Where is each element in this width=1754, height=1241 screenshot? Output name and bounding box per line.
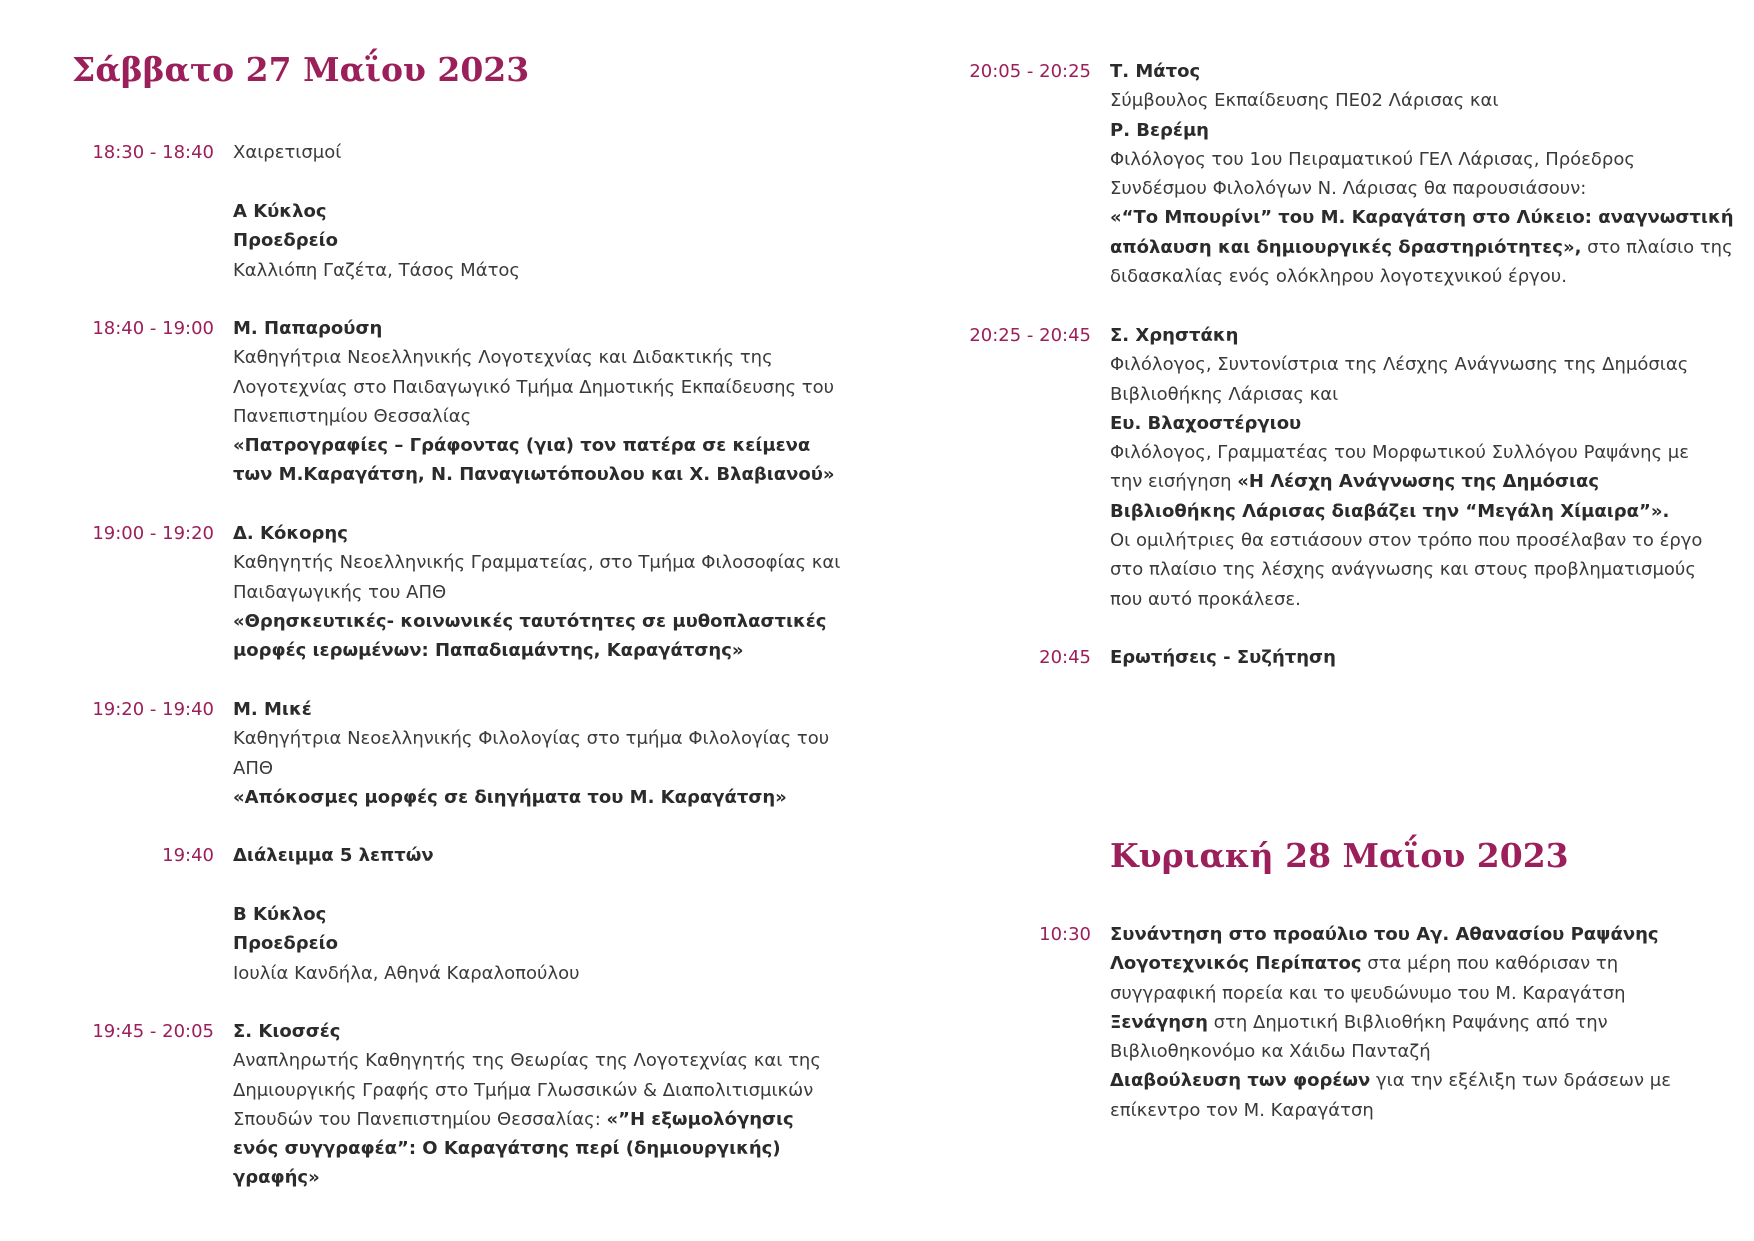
speaker-name: Σ. Κιοσσές (233, 1021, 341, 1042)
consult-line (1110, 1066, 1671, 1095)
speaker-role: Φιλόλογος, Συντονίστρια της Λέσχης Ανάγνωσης της Δημόσιας (1110, 354, 1689, 376)
talk-context: διδασκαλίας ενός ολόκληρου λογοτεχνικού έργου. (1110, 266, 1567, 288)
speaker-name: Ρ. Βερέμη (1110, 119, 1209, 141)
session-paparousi (92, 314, 835, 490)
talk-title-line (1110, 233, 1734, 262)
talk-title: Βιβλιοθήκης Λάρισας διαβάζει την “Μεγάλη Χίμαιρα”». (1110, 500, 1670, 522)
walk-text: στα μέρη που καθόρισαν τη (1361, 953, 1619, 975)
speaker-role: την εισήγηση (1110, 471, 1238, 493)
speaker-role: Λογοτεχνίας στο Παιδαγωγικό Τμήμα Δημοτικής Εκπαίδευσης του (233, 376, 835, 398)
greeting-text: Χαιρετισμοί (233, 142, 342, 163)
speaker-role: ΑΠΘ (233, 757, 274, 779)
discussion-time: 20:45 (1039, 647, 1091, 668)
speaker-role: Αναπληρωτής Καθηγητής της Θεωρίας της Λογοτεχνίας και της (233, 1050, 821, 1072)
talk-title: των Μ.Καραγάτση, Ν. Παναγιωτόπουλου και Χ. Βλαβιανού» (233, 464, 835, 486)
talk-description: στο πλαίσιο της λέσχης ανάγνωσης και στους προβληματισμούς (1110, 559, 1696, 581)
talk-title: «Η Λέσχη Ανάγνωσης της Δημόσιας (1237, 471, 1600, 493)
speaker-name: Δ. Κόκορης (233, 523, 348, 544)
talk-context: στο πλαίσιο της (1581, 236, 1733, 258)
session-time: 20:25 - 20:45 (969, 325, 1091, 346)
session-christaki (969, 321, 1703, 614)
talk-description: Οι ομιλήτριες θα εστιάσουν στον τρόπο που προσέλαβαν το έργο (1110, 530, 1703, 552)
speaker-role: Συνδέσμου Φιλολόγων Ν. Λάρισας θα παρουσιάσουν: (1110, 178, 1587, 200)
talk-title: «Πατρογραφίες – Γράφοντας (για) τον πατέρα σε κείμενα (233, 435, 811, 457)
consult-text: για την εξέλιξη των δράσεων με (1370, 1070, 1671, 1092)
saturday-title: Σάββατο 27 Μαΐου 2023 (72, 50, 530, 89)
speaker-role: Φιλόλογος του 1ου Πειραματικού ΓΕΛ Λάρισας, Πρόεδρος (1110, 148, 1635, 170)
session-mike (92, 695, 830, 812)
tour-text: στη Δημοτική Βιβλιοθήκη Ραψάνης από την (1207, 1011, 1608, 1033)
tour-text: Βιβλιοθηκονόμο κα Χάιδω Πανταζή (1110, 1041, 1431, 1063)
speaker-role-with-talk (1110, 467, 1702, 496)
sunday-title: Κυριακή 28 Μαΐου 2023 (1110, 836, 1569, 875)
break-item (162, 841, 434, 870)
speaker-role: Φιλόλογος, Γραμματέας του Μορφωτικού Συλλόγου Ραψάνης με (1110, 442, 1689, 464)
greeting-item (92, 138, 342, 167)
break-time: 19:40 (162, 845, 214, 866)
speaker-name: Τ. Μάτος (1110, 61, 1201, 82)
circle-a-presidium-label: Προεδρείο (233, 230, 338, 252)
circle-a-presidium-names: Καλλιόπη Γαζέτα, Τάσος Μάτος (233, 259, 520, 281)
speaker-name: Ευ. Βλαχοστέργιου (1110, 412, 1302, 434)
consult-title: Διαβούλευση των φορέων (1110, 1070, 1371, 1092)
speaker-role: Πανεπιστημίου Θεσσαλίας (233, 405, 472, 427)
talk-title: απόλαυση και δημιουργικές δραστηριότητες», (1110, 236, 1582, 258)
walk-title: Λογοτεχνικός Περίπατος (1110, 953, 1362, 975)
talk-title: «Απόκοσμες μορφές σε διηγήματα του Μ. Καραγάτση» (233, 786, 787, 808)
session-time: 19:20 - 19:40 (92, 699, 214, 720)
session-time: 19:45 - 20:05 (92, 1021, 214, 1042)
session-time: 20:05 - 20:25 (969, 61, 1091, 82)
speaker-role: Βιβλιοθήκης Λάρισας και (1110, 383, 1339, 405)
tour-title: Ξενάγηση (1110, 1011, 1208, 1033)
talk-title: γραφής» (233, 1167, 320, 1189)
speaker-role: Σύμβουλος Εκπαίδευσης ΠΕ02 Λάρισας και (1110, 90, 1499, 112)
session-kiosses (92, 1017, 821, 1193)
discussion-item (1039, 643, 1336, 672)
circle-b-presidium-names: Ιουλία Κανδήλα, Αθηνά Καραλοπούλου (233, 962, 580, 984)
talk-title: ενός συγγραφέα”: Ο Καραγάτσης περί (δημιουργικής) (233, 1138, 781, 1160)
walk-line (1110, 949, 1671, 978)
speaker-name: Σ. Χρηστάκη (1110, 325, 1239, 346)
circle-b-title: Β Κύκλος (233, 904, 327, 925)
circle-b (233, 900, 580, 988)
greeting-time: 18:30 - 18:40 (92, 142, 214, 163)
circle-a (233, 197, 520, 285)
meeting-time: 10:30 (1039, 924, 1091, 945)
circle-b-presidium-label: Προεδρείο (233, 933, 338, 955)
circle-a-title: Α Κύκλος (233, 201, 327, 222)
tour-line (1110, 1008, 1671, 1037)
break-text: Διάλειμμα 5 λεπτών (233, 845, 434, 866)
sunday-meeting (1039, 920, 1671, 1125)
talk-title: «”Η εξωμολόγησις (606, 1108, 794, 1130)
discussion-text: Ερωτήσεις - Συζήτηση (1110, 647, 1336, 668)
talk-title: «“Το Μπουρίνι” του Μ. Καραγάτση στο Λύκειο: αναγνωστική (1110, 207, 1734, 229)
session-time: 18:40 - 19:00 (92, 318, 214, 339)
speaker-role: Δημιουργικής Γραφής στο Τμήμα Γλωσσικών & Διαπολιτισμικών (233, 1079, 814, 1101)
meeting-point: Συνάντηση στο προαύλιο του Αγ. Αθανασίου Ραψάνης (1110, 924, 1659, 945)
speaker-role: Παιδαγωγικής του ΑΠΘ (233, 581, 447, 603)
speaker-role: Καθηγητής Νεοελληνικής Γραμματείας, στο Τμήμα Φιλοσοφίας και (233, 552, 841, 574)
speaker-role: Σπουδών του Πανεπιστημίου Θεσσαλίας: (233, 1108, 607, 1130)
walk-text: συγγραφική πορεία και το ψευδώνυμο του Μ. Καραγάτση (1110, 982, 1626, 1004)
talk-title: μορφές ιερωμένων: Παπαδιαμάντης, Καραγάτσης» (233, 640, 744, 662)
speaker-role: Καθηγήτρια Νεοελληνικής Φιλολογίας στο τμήμα Φιλολογίας του (233, 728, 830, 750)
session-matos-veremi (969, 57, 1734, 291)
session-kokoris (92, 519, 841, 665)
speaker-name: Μ. Παπαρούση (233, 318, 383, 339)
speaker-role-with-talk (233, 1105, 821, 1134)
consult-text: επίκεντρο τον Μ. Καραγάτση (1110, 1099, 1374, 1121)
session-time: 19:00 - 19:20 (92, 523, 214, 544)
speaker-role: Καθηγήτρια Νεοελληνικής Λογοτεχνίας και Διδακτικής της (233, 347, 773, 369)
speaker-name: Μ. Μικέ (233, 699, 312, 720)
talk-description: που αυτό προκάλεσε. (1110, 588, 1301, 610)
talk-title: «Θρησκευτικές- κοινωνικές ταυτότητες σε μυθοπλαστικές (233, 610, 827, 632)
